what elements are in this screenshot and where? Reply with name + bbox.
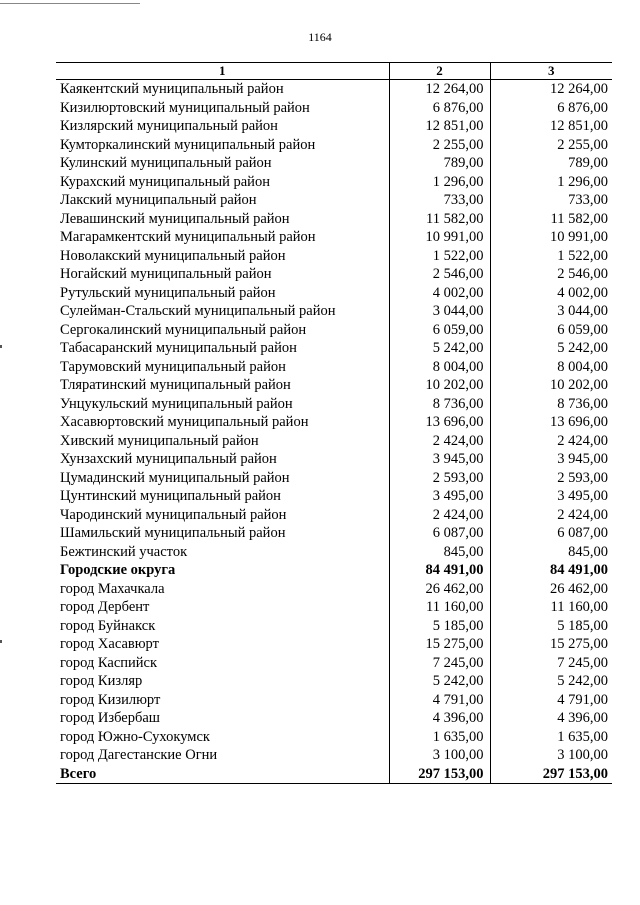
row-value-col3-cell: 1 635,00 <box>557 728 608 745</box>
table-row <box>56 506 612 525</box>
row-value-col3-cell: 2 424,00 <box>557 432 608 449</box>
row-value-col3-cell: 4 791,00 <box>557 691 608 708</box>
row-name-cell: Тляратинский муниципальный район <box>60 377 291 393</box>
row-value-col2-cell: 4 396,00 <box>389 709 490 728</box>
row-value-col3-cell: 845,00 <box>568 543 608 560</box>
table-row <box>56 395 612 414</box>
row-name-cell: Бежтинский участок <box>60 543 188 560</box>
row-name-cell: Лакский муниципальный район <box>60 192 257 208</box>
table-row <box>56 561 612 580</box>
row-value-col3-cell: 3 100,00 <box>557 747 608 763</box>
row-value-col3-cell: 297 153,00 <box>490 765 612 784</box>
data-table <box>56 62 612 784</box>
row-name-cell: Хасавюртовский муниципальный район <box>60 414 309 430</box>
row-value-col3-cell: 2 255,00 <box>557 136 608 153</box>
row-value-col2-cell: 2 593,00 <box>389 469 490 488</box>
top-edge-mark <box>0 0 140 4</box>
row-value-col2-cell: 2 424,00 <box>389 506 490 525</box>
row-name-cell: город Буйнакск <box>60 617 156 634</box>
row-value-col2-cell: 6 876,00 <box>389 99 490 118</box>
row-value-col2-cell: 6 059,00 <box>389 321 490 340</box>
row-value-col3-cell: 6 059,00 <box>557 321 608 338</box>
table-row <box>56 228 612 247</box>
row-value-col3-cell: 6 087,00 <box>557 525 608 541</box>
row-value-col2-cell: 13 696,00 <box>389 413 490 432</box>
left-edge-mark <box>0 345 2 348</box>
table-row <box>56 302 612 321</box>
row-name-cell: город Дербент <box>60 599 150 615</box>
table-row <box>56 210 612 229</box>
row-name-cell: Кулинский муниципальный район <box>60 155 272 171</box>
table-row <box>56 376 612 395</box>
row-name-cell: Табасаранский муниципальный район <box>60 340 297 356</box>
row-value-col3-cell: 2 593,00 <box>557 469 608 486</box>
row-value-col2-cell: 2 255,00 <box>389 136 490 155</box>
row-name-cell: Курахский муниципальный район <box>60 173 270 190</box>
table-row <box>56 728 612 747</box>
column-header-2: 2 <box>389 63 490 80</box>
row-value-col3-cell: 12 851,00 <box>550 118 608 134</box>
row-name-cell: Хунзахский муниципальный район <box>60 451 277 467</box>
row-value-col3-cell: 5 242,00 <box>557 673 608 689</box>
row-value-col2-cell: 2 424,00 <box>389 432 490 451</box>
table-row <box>56 413 612 432</box>
row-value-col3-cell: 789,00 <box>568 155 608 171</box>
table-row <box>56 524 612 543</box>
row-name-cell: Тарумовский муниципальный район <box>60 358 286 375</box>
row-value-col2-cell: 7 245,00 <box>389 654 490 673</box>
table-row <box>56 136 612 155</box>
row-value-col2-cell: 15 275,00 <box>389 635 490 654</box>
table-row <box>56 284 612 303</box>
table-row <box>56 598 612 617</box>
table-row <box>56 321 612 340</box>
row-value-col2-cell: 1 635,00 <box>389 728 490 747</box>
row-value-col3-cell: 4 002,00 <box>557 284 608 301</box>
row-value-col3-cell: 5 185,00 <box>557 617 608 634</box>
row-name-cell: Кизилюртовский муниципальный район <box>60 99 310 116</box>
row-value-col3-cell: 2 424,00 <box>557 506 608 523</box>
row-value-col2-cell: 5 242,00 <box>389 672 490 691</box>
table-row <box>56 672 612 691</box>
row-name-cell: Унцукульский муниципальный район <box>60 395 293 412</box>
left-edge-mark <box>0 640 2 643</box>
row-value-col2-cell: 5 242,00 <box>389 339 490 358</box>
row-value-col3-cell: 4 396,00 <box>557 710 608 726</box>
page-number: 1164 <box>308 30 332 44</box>
table-row <box>56 80 612 99</box>
row-name-cell: Кумторкалинский муниципальный район <box>60 136 316 153</box>
row-value-col3-cell: 8 736,00 <box>557 395 608 412</box>
row-value-col2-cell: 12 851,00 <box>389 117 490 136</box>
table-row <box>56 746 612 765</box>
table-row <box>56 99 612 118</box>
row-name-cell: город Хасавюрт <box>60 636 159 652</box>
row-value-col2-cell: 4 002,00 <box>389 284 490 303</box>
row-value-col2-cell: 5 185,00 <box>389 617 490 636</box>
row-value-col2-cell: 733,00 <box>389 191 490 210</box>
row-value-col3-cell: 15 275,00 <box>550 636 608 652</box>
table-row <box>56 173 612 192</box>
row-value-col2-cell: 1 522,00 <box>389 247 490 266</box>
row-name-cell: Левашинский муниципальный район <box>60 210 290 227</box>
row-name-cell: город Южно-Сухокумск <box>60 728 210 745</box>
row-value-col3-cell: 12 264,00 <box>550 81 608 97</box>
row-name-cell: город Кизилюрт <box>60 691 161 708</box>
table-row <box>56 635 612 654</box>
row-name-cell: Цумадинский муниципальный район <box>60 469 290 486</box>
row-value-col3-cell: 10 202,00 <box>550 377 608 393</box>
row-name-cell: Всего <box>56 765 389 784</box>
table-row <box>56 358 612 377</box>
row-name-cell: город Каспийск <box>60 654 158 671</box>
row-value-col2-cell: 11 160,00 <box>389 598 490 617</box>
row-value-col2-cell: 789,00 <box>389 154 490 173</box>
table-row <box>56 191 612 210</box>
row-name-cell: Новолакский муниципальный район <box>60 247 286 264</box>
row-name-cell: Сергокалинский муниципальный район <box>60 321 307 338</box>
row-value-col2-cell: 3 495,00 <box>389 487 490 506</box>
row-value-col2-cell: 84 491,00 <box>389 561 490 580</box>
row-value-col2-cell: 8 736,00 <box>389 395 490 414</box>
row-value-col2-cell: 6 087,00 <box>389 524 490 543</box>
table-row <box>56 469 612 488</box>
table-row <box>56 691 612 710</box>
table-row <box>56 339 612 358</box>
row-name-cell: Хивский муниципальный район <box>60 432 259 449</box>
row-value-col3-cell: 2 546,00 <box>557 266 608 282</box>
row-value-col2-cell: 297 153,00 <box>389 765 490 784</box>
row-value-col2-cell: 3 100,00 <box>389 746 490 765</box>
row-value-col3-cell: 1 296,00 <box>557 173 608 190</box>
table-row <box>56 265 612 284</box>
row-name-cell: Каякентский муниципальный район <box>60 81 284 97</box>
row-value-col2-cell: 11 582,00 <box>389 210 490 229</box>
row-value-col2-cell: 10 991,00 <box>389 228 490 247</box>
row-value-col2-cell: 3 945,00 <box>389 450 490 469</box>
row-value-col3-cell: 13 696,00 <box>550 414 608 430</box>
column-header-1: 1 <box>56 63 389 80</box>
table-row <box>56 154 612 173</box>
row-value-col2-cell: 3 044,00 <box>389 302 490 321</box>
row-value-col3-cell: 11 160,00 <box>550 599 608 615</box>
row-value-col3-cell: 733,00 <box>568 192 608 208</box>
row-name-cell: город Махачкала <box>60 580 165 597</box>
table-row <box>56 765 612 784</box>
row-value-col3-cell: 10 991,00 <box>550 229 608 245</box>
row-value-col3-cell: 1 522,00 <box>557 247 608 264</box>
row-value-col3-cell: 3 945,00 <box>557 451 608 467</box>
data-table-container <box>56 62 612 784</box>
row-value-col2-cell: 2 546,00 <box>389 265 490 284</box>
row-name-cell: Кизлярский муниципальный район <box>60 118 278 134</box>
row-value-col2-cell: 845,00 <box>389 543 490 562</box>
table-row <box>56 654 612 673</box>
table-body <box>56 80 612 784</box>
row-value-col3-cell: 11 582,00 <box>550 210 608 227</box>
table-row <box>56 432 612 451</box>
table-row <box>56 450 612 469</box>
row-name-cell: Рутульский муниципальный район <box>60 284 276 301</box>
row-name-cell: Городские округа <box>60 562 176 578</box>
row-value-col3-cell: 6 876,00 <box>557 99 608 116</box>
row-value-col3-cell: 8 004,00 <box>557 358 608 375</box>
table-row <box>56 543 612 562</box>
row-value-col3-cell: 3 495,00 <box>557 488 608 504</box>
row-name-cell: Чародинский муниципальный район <box>60 506 287 523</box>
table-row <box>56 247 612 266</box>
row-name-cell: Ногайский муниципальный район <box>60 266 272 282</box>
row-name-cell: Цунтинский муниципальный район <box>60 488 281 504</box>
row-name-cell: город Избербаш <box>60 710 160 726</box>
row-value-col2-cell: 10 202,00 <box>389 376 490 395</box>
row-value-col3-cell: 26 462,00 <box>550 580 608 597</box>
row-value-col2-cell: 12 264,00 <box>389 80 490 99</box>
row-name-cell: Шамильский муниципальный район <box>60 525 286 541</box>
row-value-col3-cell: 5 242,00 <box>557 340 608 356</box>
column-header-3: 3 <box>490 63 612 80</box>
row-name-cell: Сулейман-Стальский муниципальный район <box>60 303 336 319</box>
row-value-col3-cell: 84 491,00 <box>550 562 608 578</box>
table-row <box>56 709 612 728</box>
table-row <box>56 580 612 599</box>
table-row <box>56 487 612 506</box>
row-value-col3-cell: 7 245,00 <box>557 654 608 671</box>
row-value-col3-cell: 3 044,00 <box>557 303 608 319</box>
row-value-col2-cell: 4 791,00 <box>389 691 490 710</box>
table-row <box>56 617 612 636</box>
row-value-col2-cell: 26 462,00 <box>389 580 490 599</box>
row-value-col2-cell: 8 004,00 <box>389 358 490 377</box>
row-name-cell: город Дагестанские Огни <box>60 747 218 763</box>
table-header-row <box>56 63 612 80</box>
table-row <box>56 117 612 136</box>
row-value-col2-cell: 1 296,00 <box>389 173 490 192</box>
row-name-cell: город Кизляр <box>60 673 143 689</box>
row-name-cell: Магарамкентский муниципальный район <box>60 229 316 245</box>
